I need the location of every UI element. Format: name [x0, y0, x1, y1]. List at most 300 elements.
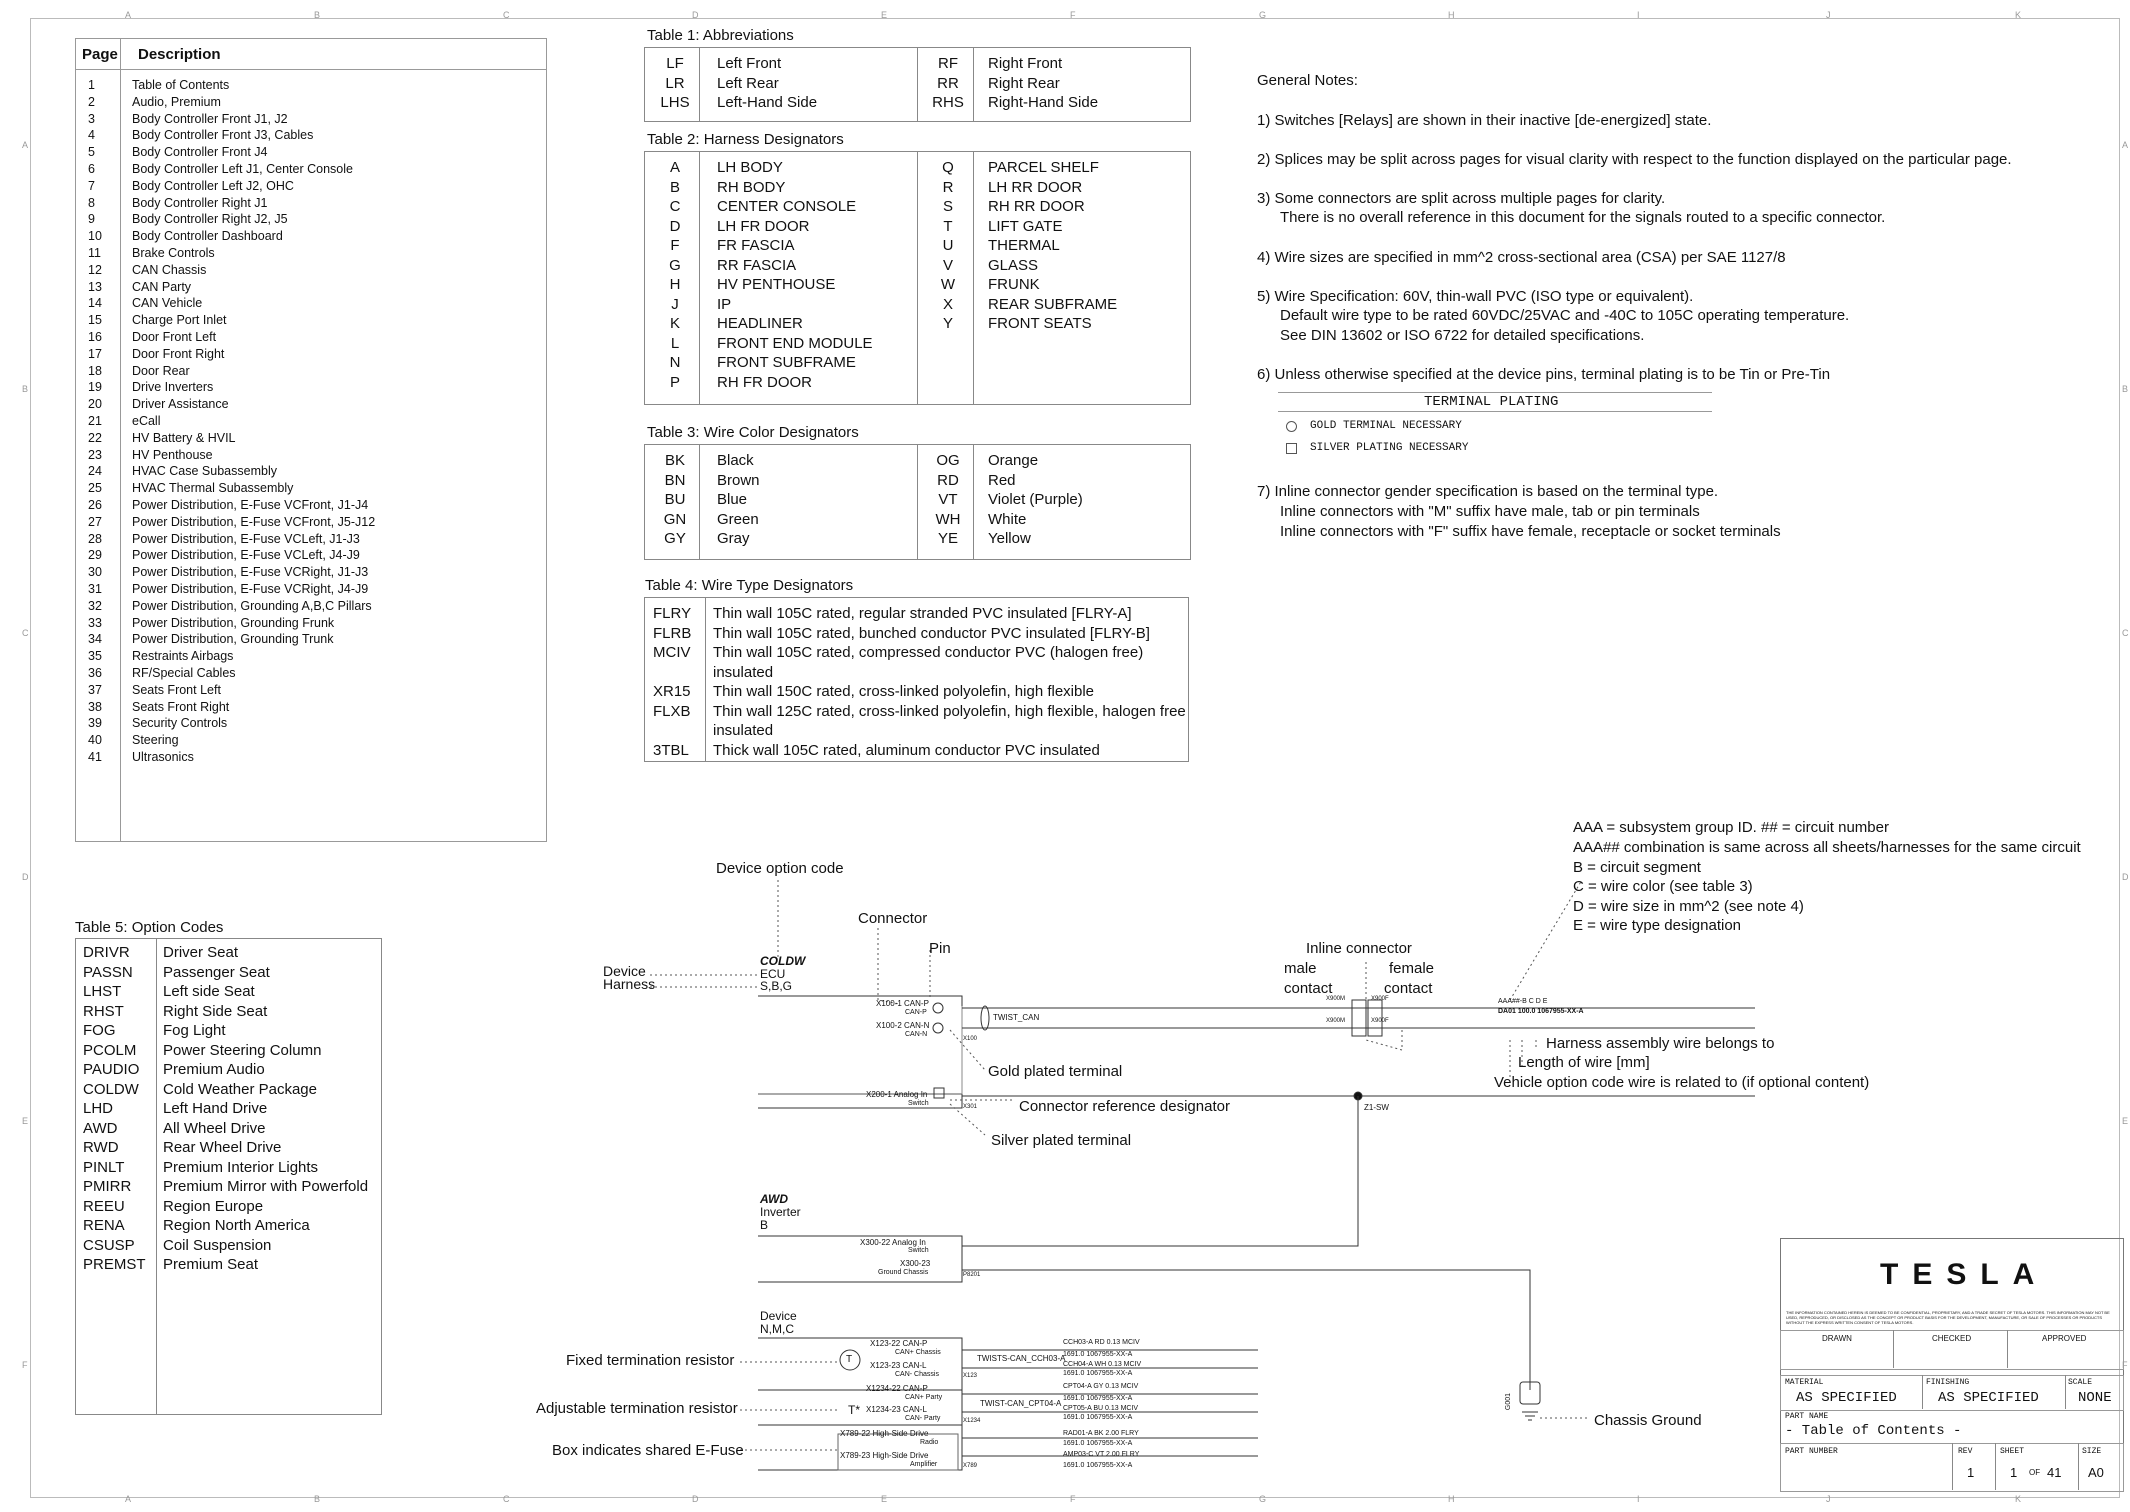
grid-col-label: F — [1070, 1494, 1076, 1504]
grid-col-label: K — [2015, 10, 2022, 20]
pin-x100-1: X100-1 CAN-P — [876, 999, 929, 1008]
rev-label: REV — [1958, 1447, 1973, 1456]
page-description: Table of Contents — [132, 78, 230, 92]
twist-can-label: TWIST_CAN — [993, 1013, 1040, 1022]
note-7b: Inline connectors with "M" suffix have male, tab or pin terminals — [1280, 503, 1700, 520]
page-number: 11 — [88, 246, 101, 260]
device-box-upper — [758, 996, 962, 1108]
pin-x123-23-sub: CAN- Chassis — [895, 1371, 939, 1378]
table-code: WH — [935, 510, 961, 528]
sheet-total: 41 — [2047, 1465, 2062, 1480]
page-description: Body Controller Left J1, Center Console — [132, 162, 353, 176]
tesla-logo: TESLA — [1880, 1258, 2049, 1291]
approved-label: APPROVED — [2042, 1334, 2087, 1343]
page-number: 14 — [88, 296, 102, 311]
page-number: 34 — [88, 632, 102, 647]
table-code: RR — [937, 74, 959, 92]
wire-2b: 1691.0 1067955-XX-A — [1063, 1370, 1133, 1377]
page-description: Power Distribution, E-Fuse VCFront, J5-J12 — [132, 514, 376, 529]
table-code: V — [942, 256, 953, 274]
option-code: COLDW — [83, 1080, 139, 1098]
label-adj-term: Adjustable termination resistor — [536, 1400, 738, 1417]
wire-type-code: FLRY — [653, 605, 692, 622]
conn-x123: X123 — [963, 1373, 978, 1379]
table-code: RHS — [932, 94, 964, 111]
page-description: Body Controller Front J1, J2 — [132, 111, 288, 126]
page-description: Body Controller Dashboard — [132, 229, 283, 244]
grid-row-label: F — [22, 1360, 28, 1370]
legend-aaa: AAA = subsystem group ID. ## = circuit number — [1573, 819, 1889, 836]
page-number: 25 — [88, 481, 102, 496]
table-code: U — [942, 237, 954, 254]
wire-type-desc-cont: insulated — [713, 722, 774, 739]
grid-row-label: B — [2122, 384, 2129, 394]
table-desc: IP — [717, 295, 732, 313]
note-1: 1) Switches [Relays] are shown in their inactive [de-energized] state. — [1257, 112, 1712, 129]
wire-type-code: 3TBL — [653, 741, 689, 759]
table-code: RF — [938, 55, 958, 72]
pin-x300-23-sub: Ground Chassis — [878, 1269, 929, 1276]
option-desc: All Wheel Drive — [163, 1119, 266, 1137]
page-number: 35 — [88, 649, 102, 664]
table-desc: Green — [717, 510, 759, 528]
table-desc: Right-Hand Side — [988, 94, 1099, 111]
page-description: Power Distribution, E-Fuse VCRight, J1-J3 — [132, 565, 369, 580]
adj-term-symbol: T* — [848, 1403, 860, 1417]
page-description: HV Battery & HVIL — [132, 430, 236, 445]
checked-label: CHECKED — [1932, 1334, 1972, 1343]
option-desc: Region Europe — [163, 1197, 264, 1215]
table-desc: Red — [988, 471, 1016, 489]
page-description: Brake Controls — [132, 246, 215, 260]
table-desc: White — [988, 510, 1027, 528]
page-number: 32 — [88, 598, 102, 613]
label-conn-ref: Connector reference designator — [1019, 1098, 1230, 1115]
wire-type-desc: Thin wall 125C rated, cross-linked polyolefin, high flexible, halogen free — [713, 702, 1186, 720]
table-code: Q — [942, 159, 954, 176]
silver-terminal-square-icon — [934, 1088, 944, 1098]
wire-1b: 1691.0 1067955-XX-A — [1063, 1351, 1133, 1358]
wire-type-code: FLXB — [653, 702, 691, 720]
page-description: CAN Vehicle — [132, 296, 203, 311]
legend-aaa2: AAA## combination is same across all sheets/harnesses for the same circuit — [1573, 839, 2081, 856]
pin-x1234-22: X1234-22 CAN-P — [866, 1384, 928, 1393]
grid-col-label: K — [2015, 1494, 2022, 1504]
page-number: 38 — [88, 699, 102, 714]
table-code: VT — [938, 491, 958, 508]
page-number: 23 — [88, 447, 102, 462]
page-number: 33 — [88, 615, 102, 630]
table-desc: Gray — [717, 530, 750, 547]
table-desc: FRONT END MODULE — [717, 334, 873, 352]
twist-cpt04-label: TWIST-CAN_CPT04-A — [980, 1399, 1062, 1408]
inline-x900m-2: X900M — [1326, 1018, 1346, 1024]
sheet-of: OF — [2029, 1468, 2041, 1477]
grid-col-label: J — [1826, 10, 1831, 20]
note-7c: Inline connectors with "F" suffix have female, receptacle or socket terminals — [1280, 523, 1781, 540]
wire-type-desc: Thin wall 105C rated, bunched conductor PVC insulated [FLRY-B] — [713, 624, 1150, 642]
divider — [1893, 1330, 1894, 1368]
table-code: K — [669, 315, 680, 332]
page-number: 26 — [88, 498, 102, 512]
table-desc: CENTER CONSOLE — [717, 198, 857, 215]
grid-col-label: J — [1826, 1494, 1831, 1504]
fixed-term-symbol: T — [846, 1354, 853, 1365]
page-description: Power Distribution, E-Fuse VCLeft, J4-J9 — [132, 548, 360, 563]
page-number: 24 — [88, 464, 102, 479]
table-code: F — [670, 237, 680, 254]
label-device: Device — [603, 963, 646, 979]
table-desc: Left Rear — [717, 74, 779, 92]
wire-type-desc: Thin wall 105C rated, compressed conductor PVC (halogen free) — [713, 644, 1144, 661]
page-number: 29 — [88, 548, 102, 563]
page-number: 27 — [88, 514, 102, 529]
grid-col-label: H — [1448, 10, 1455, 20]
twist-icon — [981, 1006, 989, 1030]
grid-col-label: A — [125, 10, 132, 20]
page-number: 39 — [88, 716, 102, 731]
option-code: LHST — [83, 983, 122, 1000]
grid-col-label: I — [1637, 10, 1640, 20]
wire-1a: CCH03-A RD 0.13 MCIV — [1063, 1339, 1140, 1346]
grid-row-label: A — [22, 140, 29, 150]
page-description: Power Distribution, E-Fuse VCFront, J1-J4 — [132, 498, 369, 512]
table-code: D — [669, 217, 681, 235]
header-description: Description — [138, 46, 221, 63]
grid-row-label: E — [22, 1116, 29, 1126]
table-desc: FR FASCIA — [717, 237, 795, 254]
label-chassis-ground: Chassis Ground — [1594, 1412, 1702, 1429]
page-number: 8 — [88, 195, 95, 210]
grid-col-label: C — [503, 10, 510, 20]
option-code: PASSN — [83, 963, 133, 981]
page-description: Door Front Right — [132, 346, 225, 361]
option-code: PMIRR — [83, 1178, 132, 1195]
table-code: BU — [664, 491, 686, 508]
option-desc: Driver Seat — [163, 944, 239, 961]
table-desc: FRONT SEATS — [988, 315, 1092, 332]
page-number: 41 — [88, 750, 102, 764]
table-desc: LH BODY — [717, 159, 783, 176]
page-number: 1 — [88, 78, 95, 92]
table-code: W — [940, 276, 956, 293]
wire-6b: 1691.0 1067955-XX-A — [1063, 1462, 1133, 1469]
grid-col-label: B — [314, 10, 321, 20]
table-code: A — [669, 159, 680, 176]
grid-row-label: F — [2122, 1360, 2128, 1370]
conn-x789: X789 — [963, 1463, 978, 1469]
pin-x300-22-sub: Switch — [908, 1247, 929, 1254]
table-code: LR — [665, 74, 685, 92]
pin-x300-22: X300-22 Analog In — [860, 1238, 926, 1247]
pin-x100-2: X100-2 CAN-N — [876, 1021, 930, 1030]
option-code: RWD — [83, 1139, 119, 1156]
table-desc: Violet (Purple) — [988, 491, 1083, 508]
page-number: 12 — [88, 262, 102, 277]
option-code: PREMST — [83, 1256, 146, 1273]
pin-x200-1-sub: Switch — [908, 1100, 929, 1107]
table-desc: Yellow — [988, 530, 1031, 547]
option-desc: Region North America — [163, 1217, 310, 1234]
wire-3b: 1691.0 1067955-XX-A — [1063, 1395, 1133, 1402]
option-desc: Passenger Seat — [163, 963, 270, 981]
page-description: RF/Special Cables — [132, 666, 236, 680]
finishing-label: FINISHING — [1926, 1378, 1970, 1387]
page-number: 21 — [88, 414, 102, 428]
table-desc: RH RR DOOR — [988, 198, 1085, 215]
grid-col-label: G — [1259, 1494, 1267, 1504]
table-desc: PARCEL SHELF — [988, 159, 1099, 176]
page-description: Restraints Airbags — [132, 649, 234, 664]
label-gold-plated: Gold plated terminal — [988, 1063, 1123, 1080]
wire-5a: RAD01-A BK 2.00 FLRY — [1063, 1430, 1139, 1437]
page-description: Driver Assistance — [132, 397, 229, 412]
wire-code-format: AAA##-B C D E — [1498, 998, 1548, 1005]
inline-x900f-2: X900F — [1371, 1018, 1389, 1024]
note-5c: See DIN 13602 or ISO 6722 for detailed specifications. — [1280, 327, 1645, 344]
label-awd: AWD — [760, 1192, 788, 1206]
table-code: G — [669, 256, 681, 274]
page-description: Audio, Premium — [132, 94, 221, 109]
grid-col-label: G — [1259, 10, 1267, 20]
table-code: N — [669, 354, 681, 371]
option-code: CSUSP — [83, 1236, 135, 1254]
label-nmc: N,M,C — [760, 1322, 794, 1336]
gold-terminal-circle-icon — [933, 1003, 943, 1013]
table-desc: Orange — [988, 452, 1039, 469]
table-desc: Right Front — [988, 55, 1063, 72]
table-desc: LH RR DOOR — [988, 178, 1083, 196]
label-pin: Pin — [929, 940, 951, 957]
label-harness: Harness — [603, 976, 656, 992]
grid-row-label: D — [2122, 872, 2129, 882]
pin-x123-22: X123-22 CAN-P — [870, 1339, 928, 1348]
page-description: Power Distribution, Grounding A,B,C Pillars — [132, 598, 372, 613]
wire-type-desc: Thin wall 105C rated, regular stranded PVC insulated [FLRY-A] — [713, 605, 1132, 622]
table-desc: Brown — [717, 471, 760, 489]
grid-row-label: E — [2122, 1116, 2129, 1126]
drawn-label: DRAWN — [1822, 1334, 1852, 1343]
grid-row-label: B — [22, 384, 29, 394]
option-desc: Cold Weather Package — [163, 1080, 317, 1098]
page-number: 16 — [88, 330, 102, 344]
page-number: 31 — [88, 582, 102, 596]
label-inverter: Inverter — [760, 1205, 801, 1219]
grid-col-label: F — [1070, 10, 1076, 20]
conn-x100: X100 — [963, 1036, 978, 1042]
pin-x789-23: X789-23 High-Side Drive — [840, 1451, 929, 1460]
divider — [1952, 1443, 1953, 1490]
grid-row-label: D — [22, 872, 29, 882]
page-number: 36 — [88, 666, 102, 680]
divider — [1922, 1375, 1923, 1409]
table-desc: Blue — [717, 491, 748, 508]
page-number: 40 — [88, 733, 102, 748]
option-desc: Left Hand Drive — [163, 1100, 268, 1117]
ground-g001: G001 — [1505, 1392, 1513, 1411]
gold-terminal-circle-icon — [933, 1023, 943, 1033]
pin-x300-23: X300-23 — [900, 1259, 931, 1268]
notes-title: General Notes: — [1257, 72, 1358, 89]
table-code: OG — [936, 452, 960, 469]
table-desc: Black — [717, 452, 754, 469]
table5-caption: Table 5: Option Codes — [75, 919, 224, 936]
page-description: Seats Front Right — [132, 699, 230, 714]
part-name-label: PART NAME — [1785, 1412, 1829, 1421]
divider — [2078, 1443, 2079, 1490]
table-desc: GLASS — [988, 256, 1039, 274]
table-desc: LIFT GATE — [988, 217, 1063, 235]
page-number: 2 — [88, 94, 95, 109]
grid-row-label: C — [22, 628, 29, 638]
page-number: 22 — [88, 430, 102, 445]
label-connector: Connector — [858, 910, 928, 927]
page-number: 37 — [88, 682, 102, 697]
pin-x200-1: X200-1 Analog In — [866, 1090, 928, 1099]
conn-x1234: X1234 — [963, 1418, 981, 1424]
wire-type-code: MCIV — [653, 644, 691, 661]
plating-title: TERMINAL PLATING — [1424, 394, 1559, 410]
option-code: RHST — [83, 1002, 124, 1020]
wire-type-code: FLRB — [653, 624, 692, 642]
confidential-notice: THE INFORMATION CONTAINED HEREIN IS DEEMED TO BE CONFIDENTIAL, PROPRIETARY, AND A TRADE SECRET OF TESLA MOTORS. THIS INFORMATION MAY NOT BE USED, REPRODUCED, OR DISCLOSED AS THE CONCEPT OR PRODUCT BASIS FOR THE DEVELOPMENT, MANUFACTURE, OR SALE OF PROCESSES OR PRODUCTS WITHOUT THE EXPRESS WRITTEN CONSENT OF TESLA MOTORS. — [1786, 1310, 2110, 1325]
page-number: 9 — [88, 212, 95, 227]
option-code: PAUDIO — [83, 1061, 140, 1078]
pin-x1234-23: X1234-23 CAN-L — [866, 1405, 927, 1414]
rev-value: 1 — [1967, 1465, 1975, 1480]
material-label: MATERIAL — [1785, 1378, 1824, 1387]
grid-col-label: I — [1637, 1494, 1640, 1504]
table-code: L — [670, 334, 680, 352]
note-2: 2) Splices may be split across pages for visual clarity with respect to the function displayed on the particular page. — [1257, 151, 2012, 168]
legend-c: C = wire color (see table 3) — [1573, 878, 1753, 895]
table-code: RD — [937, 471, 959, 489]
page-description: Charge Port Inlet — [132, 313, 227, 328]
page-number: 30 — [88, 565, 102, 580]
wire-code-example: DA01 100.0 1067955-XX-A — [1498, 1008, 1584, 1015]
size-label: SIZE — [2082, 1447, 2102, 1456]
page-description: HVAC Thermal Subassembly — [132, 481, 294, 496]
finishing-value: AS SPECIFIED — [1938, 1390, 2039, 1406]
table-code: Y — [942, 315, 953, 332]
legend-d: D = wire size in mm^2 (see note 4) — [1573, 898, 1804, 915]
option-desc: Premium Mirror with Powerfold — [163, 1178, 369, 1195]
note-3a: 3) Some connectors are split across multiple pages for clarity. — [1257, 190, 1666, 207]
note-7a: 7) Inline connector gender specification is based on the terminal type. — [1257, 483, 1719, 500]
page-description: Power Distribution, Grounding Frunk — [132, 615, 335, 630]
note-6: 6) Unless otherwise specified at the device pins, terminal plating is to be Tin or Pre-Tin — [1257, 366, 1831, 383]
label-device-option-code: Device option code — [716, 860, 844, 877]
wire-3a: CPT04-A GY 0.13 MCIV — [1063, 1383, 1139, 1390]
page-number: 15 — [88, 313, 102, 328]
table-desc: RH FR DOOR — [717, 373, 812, 391]
table-code: J — [671, 295, 679, 313]
page-number: 7 — [88, 178, 95, 193]
page-number: 6 — [88, 162, 95, 176]
table-code: GY — [664, 530, 686, 547]
label-male: male — [1284, 960, 1317, 977]
table-code: LF — [666, 55, 684, 72]
table-code: T — [943, 217, 953, 235]
pin-x789-23-sub: Amplifier — [910, 1461, 938, 1468]
scale-label: SCALE — [2068, 1378, 2093, 1387]
label-fixed-term: Fixed termination resistor — [566, 1352, 735, 1369]
pin-x100-2-sub: CAN-N — [905, 1031, 928, 1038]
grid-col-label: A — [125, 1494, 132, 1504]
page-description: Steering — [132, 733, 179, 748]
page-description: Seats Front Left — [132, 682, 221, 697]
wire-2a: CCH04-A WH 0.13 MCIV — [1063, 1361, 1142, 1368]
divider — [2007, 1330, 2008, 1368]
table-code: S — [942, 198, 953, 215]
page-description: eCall — [132, 414, 161, 428]
part-number-label: PART NUMBER — [1785, 1447, 1838, 1456]
splice-z1sw: Z1-SW — [1364, 1103, 1389, 1112]
twists-cch03-label: TWISTS-CAN_CCH03-A — [977, 1354, 1066, 1363]
table-code: BN — [664, 471, 686, 489]
label-contact-male: contact — [1284, 980, 1333, 997]
label-contact-female: contact — [1384, 980, 1433, 997]
table-desc: FRUNK — [988, 276, 1040, 293]
label-device2: Device — [760, 1309, 797, 1323]
label-box-efuse: Box indicates shared E-Fuse — [552, 1442, 744, 1459]
option-desc: Premium Audio — [163, 1061, 265, 1078]
page-number: 17 — [88, 346, 102, 361]
table-desc: THERMAL — [988, 237, 1060, 254]
option-code: RENA — [83, 1217, 125, 1234]
table-code: R — [942, 178, 954, 196]
page-description: Ultrasonics — [132, 750, 194, 764]
pin-x789-22: X789-22 High-Side Drive — [840, 1429, 929, 1438]
page-description: CAN Party — [132, 279, 192, 294]
note-5a: 5) Wire Specification: 60V, thin-wall PVC (ISO type or equivalent). — [1257, 288, 1694, 305]
table-code: GN — [663, 510, 687, 528]
grid-row-label: C — [2122, 628, 2129, 638]
table-desc: Right Rear — [988, 74, 1060, 92]
option-desc: Premium Interior Lights — [163, 1158, 319, 1176]
page-number: 5 — [88, 145, 95, 160]
note-5b: Default wire type to be rated 60VDC/25VAC and -40C to 105C operating temperature. — [1280, 307, 1850, 324]
page-description: Body Controller Right J1 — [132, 195, 268, 210]
page-description: Power Distribution, Grounding Trunk — [132, 632, 334, 647]
label-silver-plated: Silver plated terminal — [991, 1132, 1132, 1149]
note-4: 4) Wire sizes are specified in mm^2 cross-sectional area (CSA) per SAE 1127/8 — [1257, 249, 1786, 266]
size-value: A0 — [2088, 1465, 2104, 1480]
pin-x100-1-sub: CAN-P — [905, 1009, 927, 1016]
grid-col-label: E — [881, 10, 888, 20]
table-code: B — [669, 178, 680, 196]
pin-x1234-22-sub: CAN+ Party — [905, 1394, 943, 1401]
grid-col-label: B — [314, 1494, 321, 1504]
table-desc: Left-Hand Side — [717, 94, 818, 111]
option-code: FOG — [83, 1022, 116, 1039]
table-code: P — [669, 373, 680, 391]
page-description: Body Controller Front J3, Cables — [132, 128, 314, 143]
option-desc: Premium Seat — [163, 1256, 259, 1273]
conn-p8201: P8201 — [963, 1272, 981, 1278]
page-number: 13 — [88, 279, 102, 294]
option-code: REEU — [83, 1197, 125, 1215]
grid-col-label: H — [1448, 1494, 1455, 1504]
wire-5b: 1691.0 1067955-XX-A — [1063, 1440, 1133, 1447]
option-desc: Power Steering Column — [163, 1041, 322, 1059]
table-desc: REAR SUBFRAME — [988, 295, 1118, 313]
grid-col-label: C — [503, 1494, 510, 1504]
note-3b: There is no overall reference in this document for the signals routed to a specific connector. — [1280, 209, 1886, 226]
page-description: HV Penthouse — [132, 447, 213, 462]
table2-caption: Table 2: Harness Designators — [647, 131, 844, 148]
page-description: HVAC Case Subassembly — [132, 464, 277, 479]
